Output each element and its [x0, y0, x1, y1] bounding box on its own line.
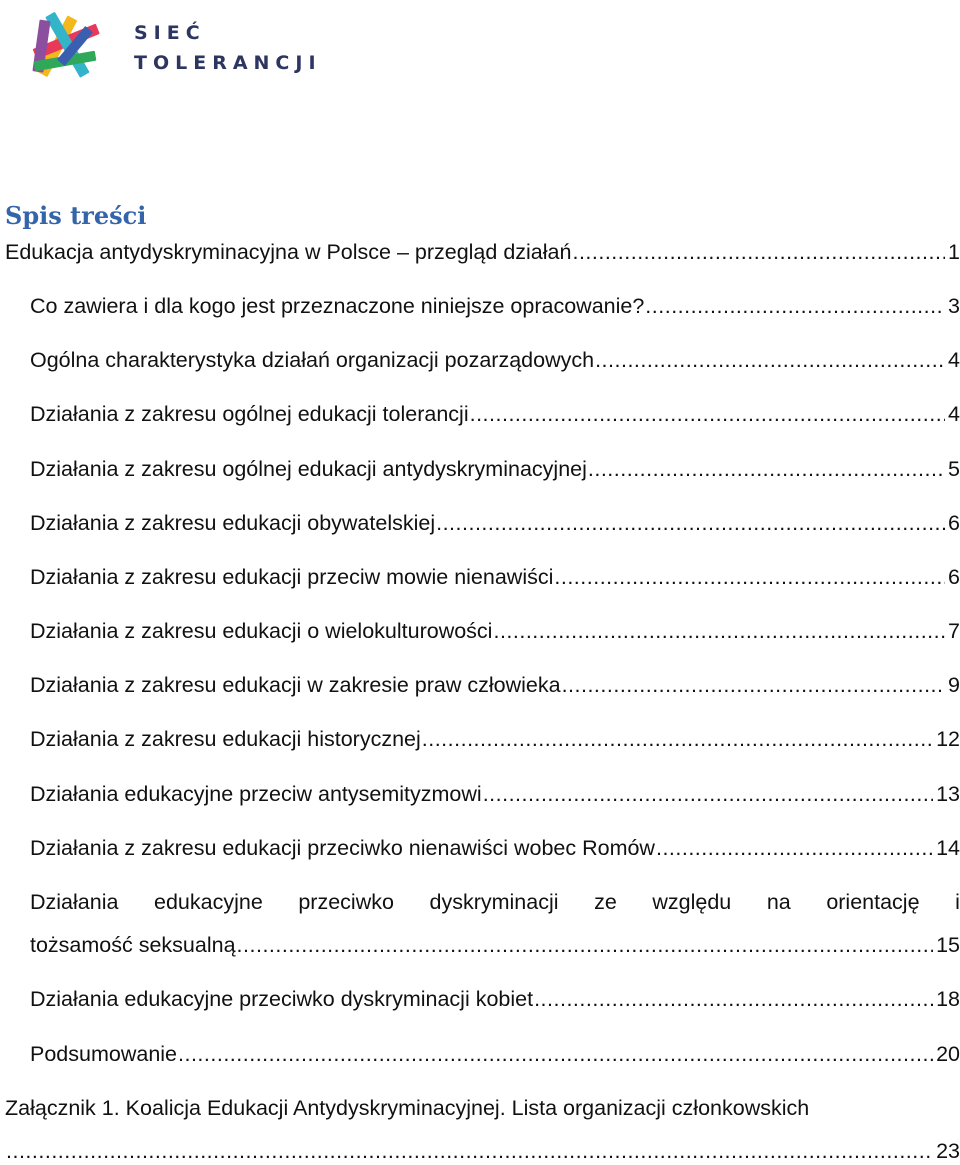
- toc-title: Spis treści: [5, 201, 147, 230]
- toc-entry[interactable]: [30, 292, 960, 320]
- toc-entry-page: 18: [936, 987, 960, 1011]
- logo: [26, 6, 322, 86]
- toc-entry-text: Działania edukacyjne przeciw antysemityzmowi: [30, 782, 482, 806]
- toc-word: ze: [594, 890, 617, 914]
- toc-word: na: [766, 890, 791, 914]
- toc-entry-page: 12: [936, 727, 960, 751]
- toc-entry[interactable]: [5, 238, 960, 266]
- toc-entry-page: 4: [948, 402, 960, 426]
- toc-entry-text: Ogólna charakterystyka działań organizacji pozarządowych: [30, 348, 595, 372]
- logo-text-line1: SIEĆ: [134, 22, 206, 44]
- toc-entry[interactable]: [30, 346, 960, 374]
- toc-entry[interactable]: [30, 985, 960, 1013]
- toc-entry-page: 20: [936, 1042, 960, 1066]
- toc-entry-text: Działania z zakresu edukacji o wielokulturowości: [30, 619, 493, 643]
- toc-dot-leader: [493, 617, 945, 645]
- toc-entry-text: Działania z zakresu edukacji historycznej: [30, 727, 421, 751]
- toc-entry-page: 5: [948, 457, 960, 481]
- toc-dot-leader: [534, 985, 933, 1013]
- toc-entry[interactable]: [30, 509, 960, 537]
- toc-word: względu: [652, 890, 732, 914]
- toc-entry[interactable]: [30, 1040, 960, 1068]
- toc-entry[interactable]: [5, 1137, 960, 1165]
- toc-dot-leader: [178, 1040, 933, 1068]
- toc-word: i: [955, 890, 960, 914]
- toc-dot-leader: [483, 780, 933, 808]
- toc-word: orientację: [826, 890, 920, 914]
- toc-entry[interactable]: [30, 834, 960, 862]
- toc-dot-leader: [656, 834, 933, 862]
- toc-entry[interactable]: [30, 931, 960, 959]
- toc-entry-text: Działania z zakresu ogólnej edukacji tolerancji: [30, 402, 469, 426]
- toc-entry-text: Działania z zakresu edukacji w zakresie praw człowieka: [30, 673, 561, 697]
- toc-entry-page: 3: [948, 294, 960, 318]
- toc-dot-leader: [436, 509, 945, 537]
- toc-entry-page: 7: [948, 619, 960, 643]
- toc-entry[interactable]: [30, 780, 960, 808]
- toc-word: przeciwko: [298, 890, 394, 914]
- toc-entry-text: Co zawiera i dla kogo jest przeznaczone niniejsze opracowanie?: [30, 294, 645, 318]
- toc-entry-text: tożsamość seksualną: [30, 933, 236, 957]
- toc-entry-page: 13: [936, 782, 960, 806]
- toc-entry-page: 15: [936, 933, 960, 957]
- toc-dot-leader: [554, 563, 945, 591]
- toc-entry[interactable]: [30, 725, 960, 753]
- toc-dot-leader: [572, 238, 945, 266]
- toc-entry-page: 6: [948, 565, 960, 589]
- toc-dot-leader: [6, 1137, 933, 1165]
- toc-entry-text: Działania z zakresu edukacji przeciwko nienawiści wobec Romów: [30, 836, 655, 860]
- toc-entry-page: 23: [936, 1139, 960, 1163]
- toc-entry-page: 6: [948, 511, 960, 535]
- toc-entry-text: Działania z zakresu edukacji obywatelskiej: [30, 511, 436, 535]
- toc-entry-text: Podsumowanie: [30, 1042, 178, 1066]
- toc-entry-page: 4: [948, 348, 960, 372]
- toc-entry[interactable]: [30, 563, 960, 591]
- toc-entry-text: Działania edukacyjne przeciwko dyskryminacji kobiet: [30, 987, 534, 1011]
- toc-dot-leader: [562, 671, 945, 699]
- toc-entry-page: 9: [948, 673, 960, 697]
- toc-dot-leader: [422, 725, 933, 753]
- toc-entry-text: Działania z zakresu ogólnej edukacji antydyskryminacyjnej: [30, 457, 587, 481]
- toc-dot-leader: [595, 346, 945, 374]
- toc-dot-leader: [470, 400, 945, 428]
- toc-entry[interactable]: [30, 617, 960, 645]
- toc-entry[interactable]: [30, 671, 960, 699]
- toc-dot-leader: [237, 931, 934, 959]
- logo-mark-icon: [26, 6, 106, 86]
- toc-word: dyskryminacji: [429, 890, 559, 914]
- toc-word: edukacyjne: [154, 890, 263, 914]
- toc-entry-text: Edukacja antydyskryminacyjna w Polsce – przegląd działań: [5, 240, 572, 264]
- toc-entry[interactable]: [30, 455, 960, 483]
- toc-entry-wrapped-line[interactable]: [30, 888, 960, 916]
- toc-dot-leader: [645, 292, 945, 320]
- toc-word: Działania: [30, 890, 119, 914]
- toc-entry-page: 14: [936, 836, 960, 860]
- toc-dot-leader: [588, 455, 945, 483]
- toc-entry-text: Działania z zakresu edukacji przeciw mowie nienawiści: [30, 565, 554, 589]
- logo-text-line2: TOLERANCJI: [134, 52, 322, 74]
- toc-entry-appendix-line[interactable]: Załącznik 1. Koalicja Edukacji Antydyskryminacyjnej. Lista organizacji członkowskich: [5, 1096, 810, 1120]
- toc-entry[interactable]: [30, 400, 960, 428]
- toc-entry-page: 1: [948, 240, 960, 264]
